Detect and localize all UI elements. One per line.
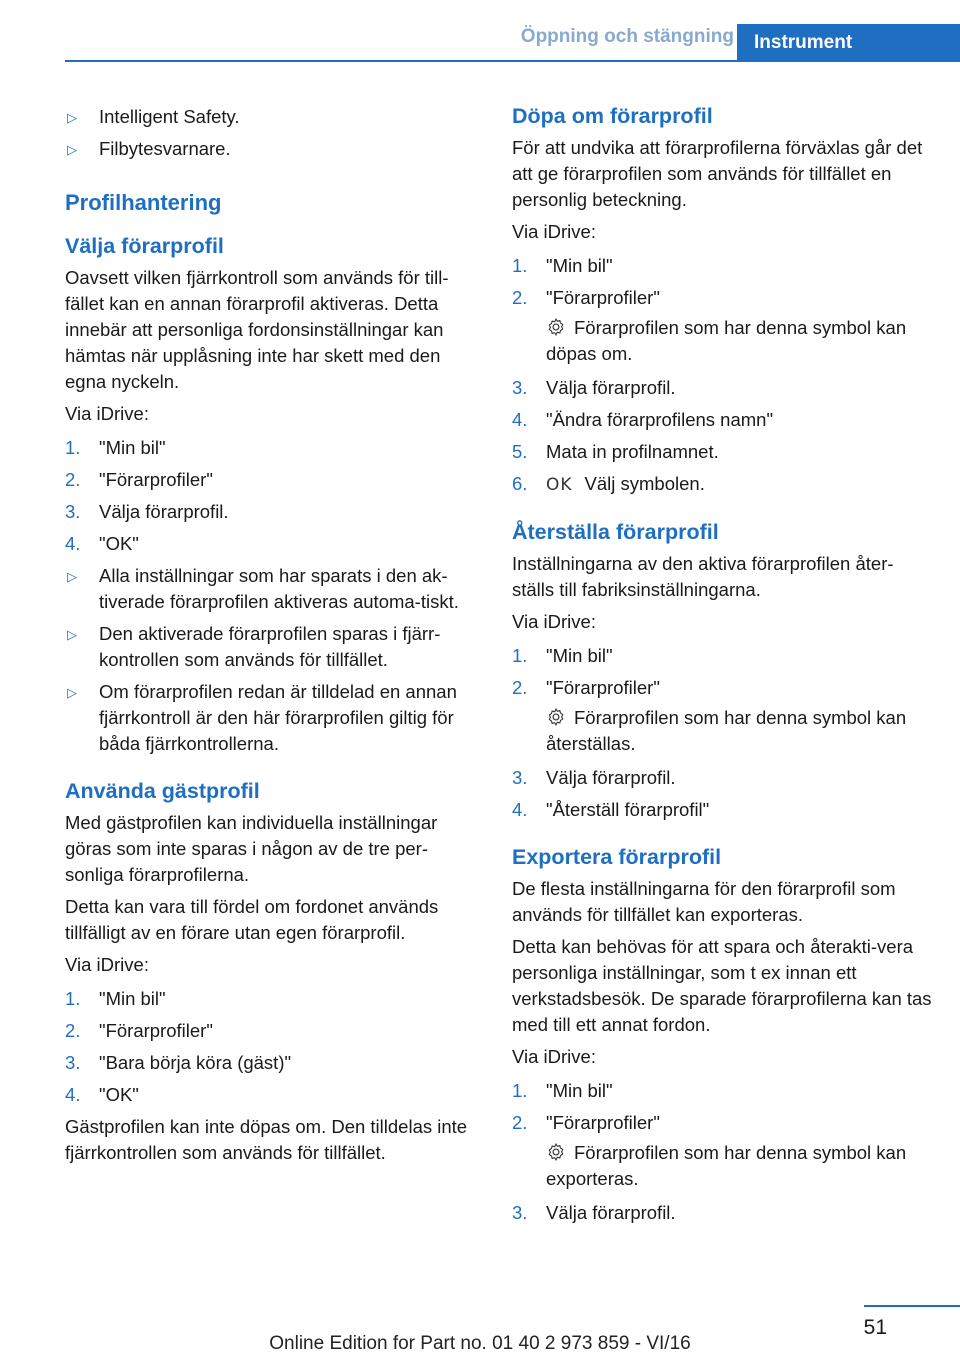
export-steps-list-cont [512,1200,932,1226]
step-item: 2. "Förarprofiler" [512,1112,660,1133]
via-idrive-label: Via iDrive: [65,403,149,424]
reset-note: Förarprofilen som har denna symbol kan återställas. [546,707,907,754]
via-idrive-label: Via iDrive: [65,954,149,975]
gear-icon [546,317,566,337]
via-idrive-label: Via iDrive: [512,1046,596,1067]
step-item: 1. "Min bil" [512,255,613,276]
chapter-tab: Instrument [737,24,960,62]
reset-steps-list [512,643,932,701]
step-item: 2. "Förarprofiler" [65,1020,213,1041]
heading-rename-profile: Döpa om förarprofil [512,104,713,128]
reset-paragraph: Inställningarna av den aktiva förarprofilen åter-ställs till fabriksinställningarna. [512,553,894,600]
rename-paragraph: För att undvika att förarprofilerna förväxlas går det att ge förarprofilen som används för tillfället en personlig beteckning. [512,137,923,210]
select-steps-list [65,435,483,557]
triangle-right-icon: ▷ [67,110,77,125]
select-bullet-list [65,563,483,757]
export-paragraph-2: Detta kan behövas för att spara och återakti-vera personliga inställningar, som t ex innan ett verkstadsbesök. De sparade förarprofilerna kan tas med till ett annat fordon. [512,936,932,1035]
guest-paragraph-3: Gästprofilen kan inte döpas om. Den tilldelas inte fjärrkontrollen som används för tillfället. [65,1116,468,1163]
triangle-right-icon: ▷ [67,627,77,642]
export-paragraph-1: De flesta inställningarna för den förarprofil som används för tillfället kan exporteras. [512,878,896,925]
list-item: ▷ Alla inställningar som har sparats i den ak-tiverade förarprofilen aktiveras automa-tiskt. [67,565,459,612]
step-item: 3. Välja förarprofil. [512,767,676,788]
section-tab: Öppning och stängning [520,26,734,47]
triangle-right-icon: ▷ [67,569,77,584]
heading-export-profile: Exportera förarprofil [512,845,722,869]
gear-icon [546,1142,566,1162]
step-item: 3. Välja förarprofil. [512,377,676,398]
heading-guest-profile: Använda gästprofil [65,779,260,803]
step-item: 1. "Min bil" [512,1080,613,1101]
guest-steps-list [65,986,483,1108]
right-column [512,100,932,1232]
header-rule [65,60,960,62]
page-number: 51 [863,1316,887,1339]
heading-select-profile: Välja förarprofil [65,234,224,258]
rename-steps-list [512,253,932,311]
via-idrive-label: Via iDrive: [512,221,596,242]
step-item: 4. "Återställ förarprofil" [512,799,710,820]
step-item: 3. Välja förarprofil. [512,1202,676,1223]
step-item: 4. "Ändra förarprofilens namn" [512,409,774,430]
heading-profile-management: Profilhantering [65,190,222,215]
step-item: 2. "Förarprofiler" [65,469,213,490]
left-column [65,100,483,1172]
step-item: 2. "Förarprofiler" [512,287,660,308]
step-item: 1. "Min bil" [65,988,166,1009]
edition-footer: Online Edition for Part no. 01 40 2 973 859 - VI/16 [269,1333,691,1354]
rename-steps-list-cont [512,375,932,498]
list-item: ▷ Den aktiverade förarprofilen sparas i fjärr-kontrollen som används för tillfället. [67,623,441,670]
guest-paragraph-1: Med gästprofilen kan individuella inställningar göras som inte sparas i någon av de tre per-sonliga förarprofilerna. [65,812,438,885]
select-profile-text: Oavsett vilken fjärrkontroll som används för till-fället kan en annan förarprofil aktiveras. Detta innebär att personliga fordonsinställningar kan hämtas när upplåsning inte har skett med den egna nyckeln. [65,267,449,392]
step-item: 6. OK Välj symbolen. [512,471,932,498]
step-item: 4. "OK" [65,533,139,554]
list-item: ▷ Filbytesvarnare. [65,136,483,162]
step-item: 2. "Förarprofiler" [512,677,660,698]
triangle-right-icon: ▷ [67,685,77,700]
triangle-right-icon: ▷ [67,142,77,157]
list-item: ▷ Om förarprofilen redan är tilldelad en annan fjärrkontroll är den här förarprofilen giltig för båda fjärrkontrollerna. [67,681,457,754]
guest-paragraph-2: Detta kan vara till fördel om fordonet används tillfälligt av en förare utan egen förarprofil. [65,896,439,943]
step-item: 1. "Min bil" [65,437,166,458]
step-item: 3. Välja förarprofil. [65,501,229,522]
step-item: 3. "Bara börja köra (gäst)" [65,1052,292,1073]
step-item: 5. Mata in profilnamnet. [512,441,719,462]
step-item: 1. "Min bil" [512,645,613,666]
heading-reset-profile: Återställa förarprofil [512,520,719,544]
ok-symbol-icon: OK [546,475,573,495]
export-steps-list [512,1078,932,1136]
page-header [65,0,960,62]
list-item: ▷ Intelligent Safety. [65,104,483,130]
rename-note: Förarprofilen som har denna symbol kan döpas om. [546,317,907,364]
gear-icon [546,707,566,727]
via-idrive-label: Via iDrive: [512,611,596,632]
export-note: Förarprofilen som har denna symbol kan exporteras. [546,1142,907,1189]
step-item: 4. "OK" [65,1084,139,1105]
footer-rule [864,1305,960,1307]
intro-bullet-list [65,104,483,162]
reset-steps-list-cont [512,765,932,823]
